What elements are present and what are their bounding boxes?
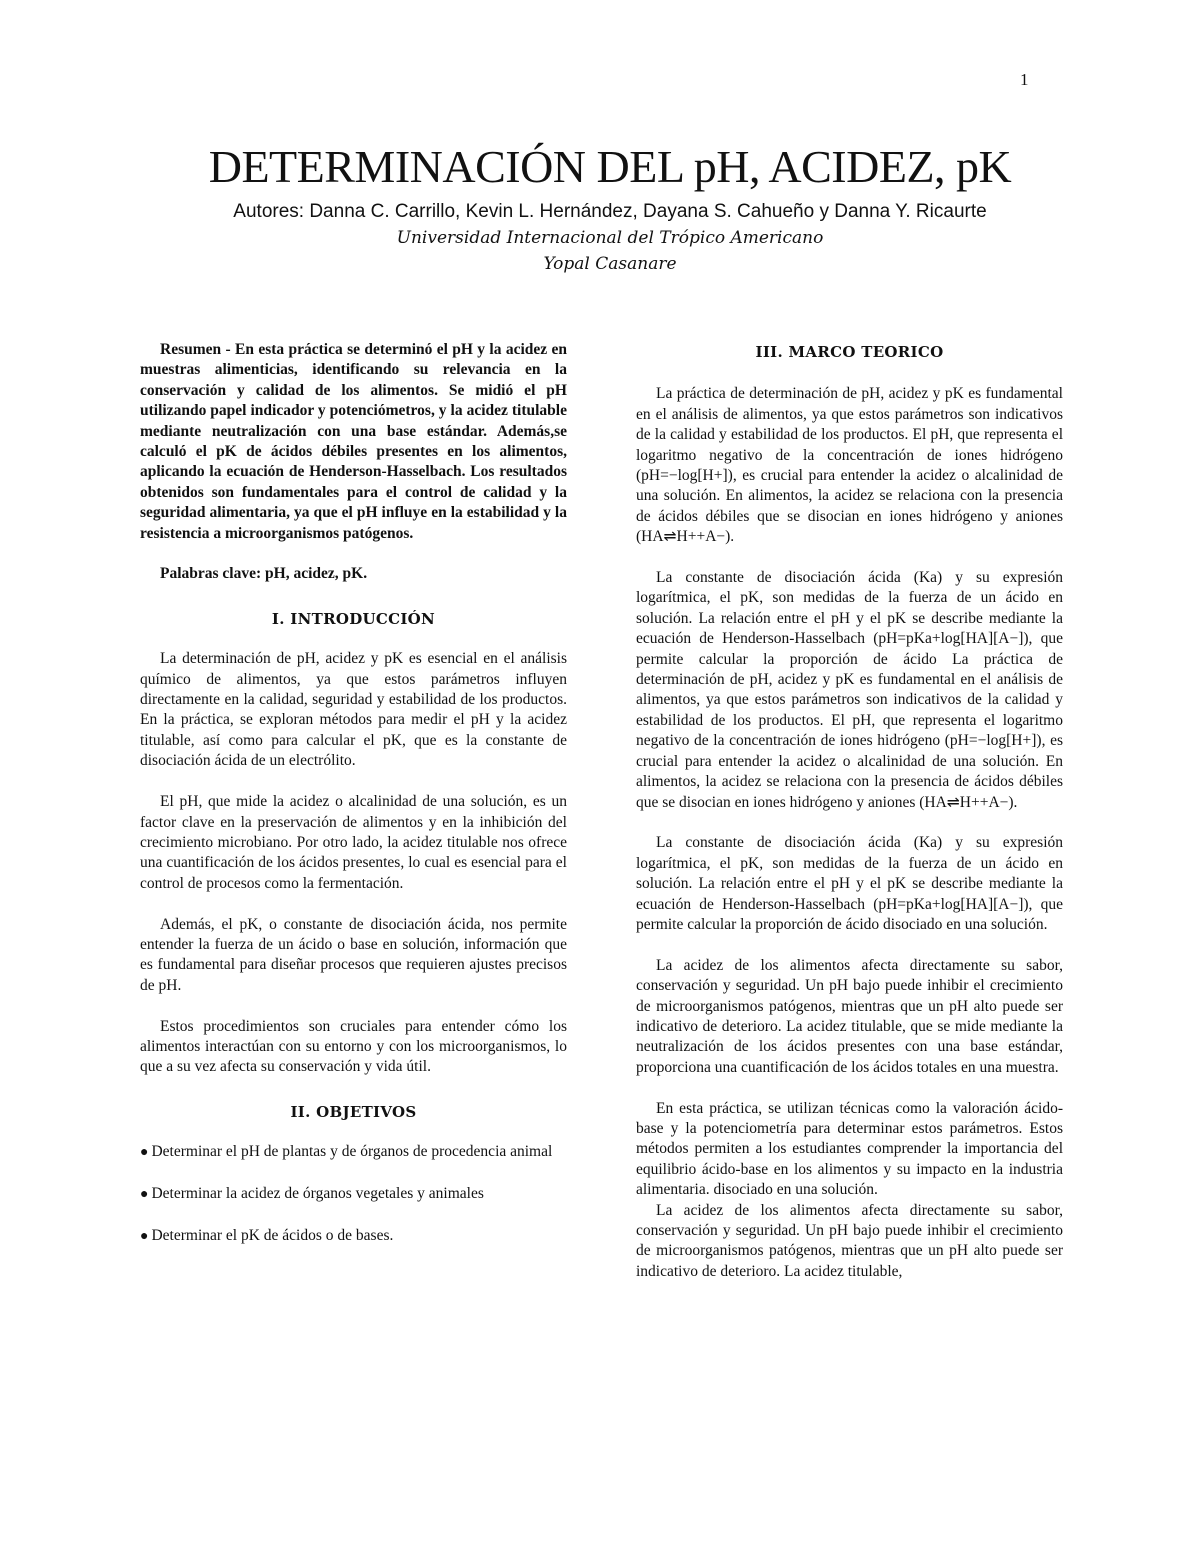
theory-paragraph: En esta práctica, se utilizan técnicas como la valoración ácido-base y la potenciometría para determinar estos parámetros. Estos métodos permiten a los estudiantes comprender la importancia del equilibrio ácido-base en los alimentos y su impacto en la industria alimentaria. disociado en una solución. <box>636 1099 1063 1199</box>
intro-paragraph: La determinación de pH, acidez y pK es esencial en el análisis químico de alimentos, ya que estos parámetros influyen directamente en la calidad, seguridad y estabilidad de los productos. En la práctica, se exploran métodos para medir el pH y la acidez titulable, así como para calcular el pK, que es la constante de disociación ácida de un electrólito. <box>140 650 567 770</box>
intro-paragraph: El pH, que mide la acidez o alcalinidad de una solución, es un factor clave en la preservación de alimentos y en la inhibición del crecimiento microbiano. Por otro lado, la acidez titulable nos ofrece una cuantificación de los ácidos presentes, lo cual es esencial para el control de procesos como la fermentación. <box>140 793 567 892</box>
theory-paragraph: La constante de disociación ácida (Ka) y su expresión logarítmica, el pK, son medidas de la fuerza de un ácido en solución. La relación entre el pH y el pK se describe mediante la ecuación de Henderson-Hasselbach (pH=pKa+log[HA][A−]), que permite calcular la proporción de ácido La práctica de determinación de pH, acidez y pK es fundamental en el análisis de alimentos, ya que estos parámetros son indicativos de la calidad y estabilidad de los productos. El pH, que representa el logaritmo negativo de la concentración de iones hidrógeno (pH=−log[H+]), es crucial para entender la acidez o alcalinidad de una solución. En alimentos, la acidez se relaciona con la presencia de ácidos débiles que se disocian en iones hidrógeno y aniones (HA⇌H++A−). <box>636 569 1063 811</box>
paper-title: DETERMINACIÓN DEL pH, ACIDEZ, pK <box>208 141 1012 192</box>
location: Yopal Casanare <box>543 254 677 274</box>
objective-item <box>140 1226 567 1247</box>
title-block <box>140 140 1080 277</box>
objective-item <box>140 1184 567 1205</box>
section-heading-theory: III. MARCO TEORICO <box>755 343 944 361</box>
intro-paragraph: Estos procedimientos son cruciales para entender cómo los alimentos interactúan con su entorno y con los microorganismos, lo que a su vez afecta su conservación y vida útil. <box>140 1017 567 1076</box>
section-heading-objectives: II. OBJETIVOS <box>290 1102 417 1121</box>
authors-line: Autores: Danna C. Carrillo, Kevin L. Hernández, Dayana S. Cahueño y Danna Y. Ricaurte <box>233 201 987 222</box>
objective-text: Determinar el pH de plantas y de órganos de procedencia animal <box>151 1143 553 1161</box>
affiliation: Universidad Internacional del Trópico Americano <box>396 228 824 248</box>
theory-paragraph: La acidez de los alimentos afecta directamente su sabor, conservación y seguridad. Un pH bajo puede inhibir el crecimiento de microorganismos patógenos, mientras que un pH alto puede ser indicativo de deterioro. La acidez titulable, que se mide mediante la neutralización de los ácidos presentes con una base estándar, proporciona una cuantificación de los ácidos totales en una muestra. <box>636 956 1063 1076</box>
abstract: Resumen - En esta práctica se determinó el pH y la acidez en muestras alimenticias, identificando su relevancia en la conservación y calidad de los alimentos. Se midió el pH utilizando papel indicador y potenciómetros, y la acidez titulable mediante neutralización con una base estándar. Además,se calculó el pK de ácidos débiles presentes en los alimentos, aplicando la ecuación de Henderson-Hasselbach. Los resultados obtenidos son fundamentales para el control de calidad y la seguridad alimentaria, ya que el pH influye en la estabilidad y la resistencia a microorganismos patógenos. <box>140 341 567 542</box>
bullet-icon: ● <box>140 1145 149 1161</box>
bullet-icon: ● <box>140 1228 149 1244</box>
theory-paragraph: La constante de disociación ácida (Ka) y su expresión logarítmica, el pK, son medidas de la fuerza de un ácido en solución. La relación entre el pH y el pK se describe mediante la ecuación de Henderson-Hasselbach (pH=pKa+log[HA][A−]), que permite calcular la proporción de ácido disociado en una solución. <box>636 834 1063 933</box>
section-heading-introduction: I. INTRODUCCIÓN <box>271 609 436 628</box>
keywords: Palabras clave: pH, acidez, pK. <box>160 565 368 583</box>
left-column <box>140 340 567 1268</box>
page-number: 1 <box>1020 70 1029 89</box>
objective-text: Determinar el pK de ácidos o de bases. <box>151 1226 394 1244</box>
objective-text: Determinar la acidez de órganos vegetales y animales <box>151 1184 484 1202</box>
objective-item <box>140 1142 567 1163</box>
theory-paragraph: La práctica de determinación de pH, acidez y pK es fundamental en el análisis de alimentos, ya que estos parámetros son indicativos de la calidad y estabilidad de los productos. El pH, que representa el logaritmo negativo de la concentración de iones hidrógeno (pH=−log[H+]), es crucial para entender la acidez o alcalinidad de una solución. En alimentos, la acidez se relaciona con la presencia de ácidos débiles que se disocian en iones hidrógeno y aniones (HA⇌H++A−). <box>636 385 1063 546</box>
theory-paragraph: La acidez de los alimentos afecta directamente su sabor, conservación y seguridad. Un pH bajo puede inhibir el crecimiento de microorganismos patógenos, mientras que un pH alto puede ser indicativo de deterioro. La acidez titulable, <box>636 1201 1063 1280</box>
right-column <box>636 340 1063 1303</box>
bullet-icon: ● <box>140 1186 149 1202</box>
intro-paragraph: Además, el pK, o constante de disociación ácida, nos permite entender la fuerza de un ácido o base en solución, información que es fundamental para diseñar procesos que requieren ajustes precisos de pH. <box>140 915 567 994</box>
